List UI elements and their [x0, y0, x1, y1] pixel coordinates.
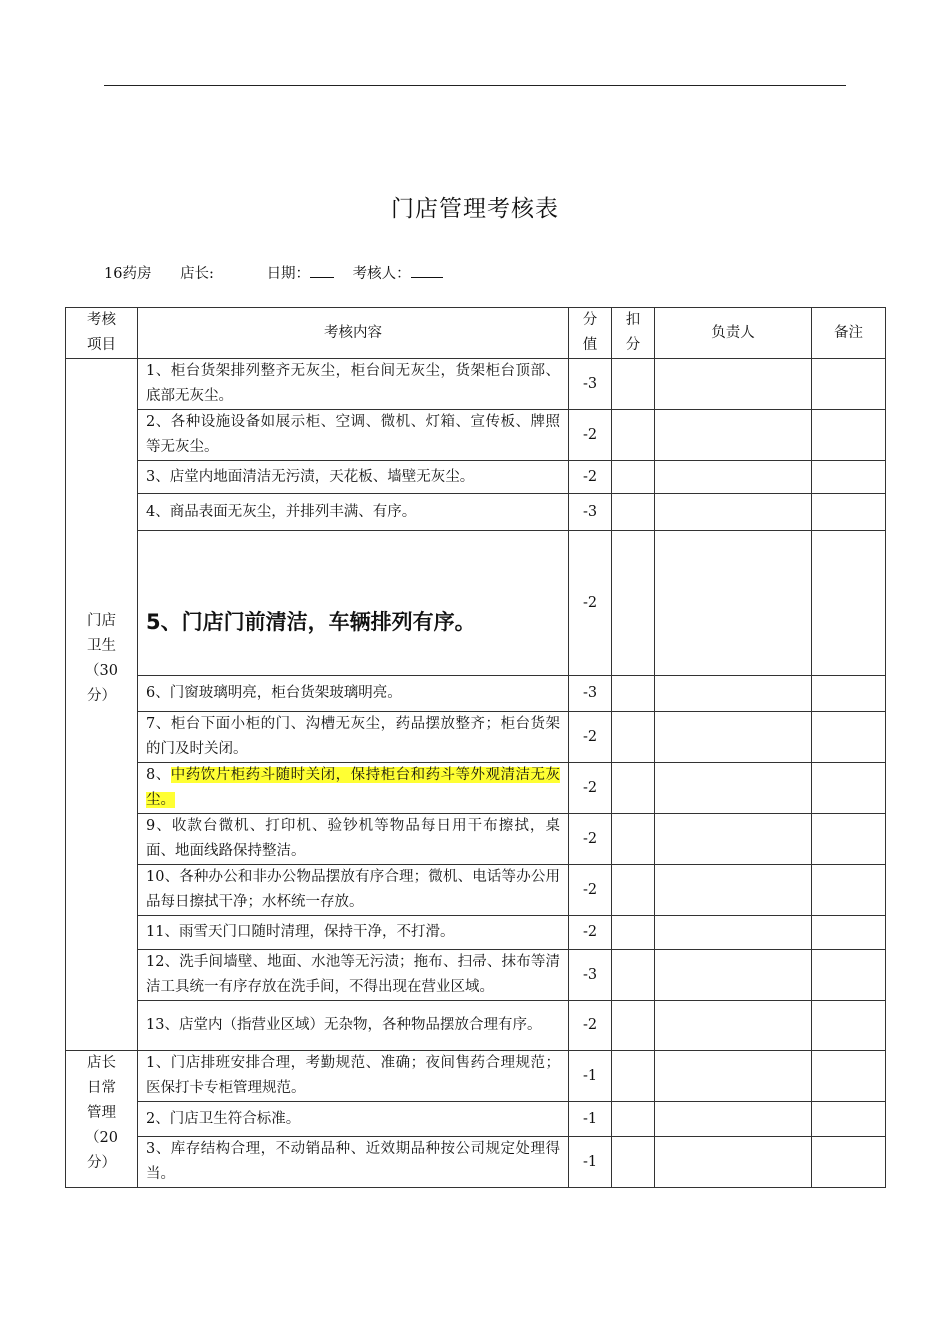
row-content: 13、店堂内（指营业区域）无杂物，各种物品摆放合理有序。 [138, 1001, 569, 1051]
row-score: -1 [569, 1051, 612, 1102]
row-deduct-cell[interactable] [612, 676, 655, 712]
row-score: -2 [569, 1001, 612, 1051]
row-owner-cell[interactable] [655, 531, 812, 676]
row-deduct-cell[interactable] [612, 1001, 655, 1051]
row-content: 9、收款台微机、打印机、验钞机等物品每日用干布擦拭，桌面、地面线路保持整洁。 [138, 814, 569, 865]
row-deduct-cell[interactable] [612, 410, 655, 461]
examiner-label: 考核人： [352, 266, 411, 282]
row-content: 3、店堂内地面清洁无污渍，天花板、墙壁无灰尘。 [138, 461, 569, 494]
row-owner-cell[interactable] [655, 950, 812, 1001]
table-row [66, 461, 886, 494]
row-owner-cell[interactable] [655, 763, 812, 814]
table-row [66, 1051, 886, 1102]
row-owner-cell[interactable] [655, 916, 812, 950]
row-content: 3、库存结构合理，不动销品种、近效期品种按公司规定处理得当。 [138, 1137, 569, 1188]
row-note-cell[interactable] [812, 865, 886, 916]
row-score: -3 [569, 950, 612, 1001]
row-owner-cell[interactable] [655, 461, 812, 494]
row-owner-cell[interactable] [655, 676, 812, 712]
header-item: 考核 项目 [66, 308, 138, 359]
row-deduct-cell[interactable] [612, 950, 655, 1001]
header-note: 备注 [812, 308, 886, 359]
row-score: -2 [569, 461, 612, 494]
row-score: -2 [569, 531, 612, 676]
row-deduct-cell[interactable] [612, 461, 655, 494]
table-row [66, 865, 886, 916]
row-content: 2、各种设施设备如展示柜、空调、微机、灯箱、宣传板、牌照等无灰尘。 [138, 410, 569, 461]
row-score: -3 [569, 359, 612, 410]
row-content-large: 5、门店门前清洁，车辆排列有序。 [138, 531, 569, 676]
group-label-hygiene: 门店 卫生 （30 分） [66, 359, 138, 1051]
row-owner-cell[interactable] [655, 410, 812, 461]
row-note-cell[interactable] [812, 814, 886, 865]
row-score: -2 [569, 410, 612, 461]
manager-label: 店长: [180, 266, 214, 282]
row-deduct-cell[interactable] [612, 531, 655, 676]
row-owner-cell[interactable] [655, 712, 812, 763]
table-row [66, 712, 886, 763]
table-row [66, 531, 886, 676]
row-deduct-cell[interactable] [612, 763, 655, 814]
highlighted-text: 中药饮片柜药斗随时关闭，保持柜台和药斗等外观清洁无灰尘。 [146, 767, 560, 808]
table-row [66, 1137, 886, 1188]
row-owner-cell[interactable] [655, 359, 812, 410]
row-content-highlighted: 8、中药饮片柜药斗随时关闭，保持柜台和药斗等外观清洁无灰尘。 [138, 763, 569, 814]
row-content: 12、洗手间墙壁、地面、水池等无污渍；拖布、扫帚、抹布等清洁工具统一有序存放在洗手间，不得出现在营业区域。 [138, 950, 569, 1001]
table-row [66, 359, 886, 410]
row-content: 1、门店排班安排合理，考勤规范、准确；夜间售药合理规范；医保打卡专柜管理规范。 [138, 1051, 569, 1102]
row-score: -2 [569, 814, 612, 865]
row-owner-cell[interactable] [655, 1051, 812, 1102]
row-note-cell[interactable] [812, 1102, 886, 1137]
row-content: 11、雨雪天门口随时清理，保持干净，不打滑。 [138, 916, 569, 950]
row-note-cell[interactable] [812, 1051, 886, 1102]
row-owner-cell[interactable] [655, 814, 812, 865]
row-owner-cell[interactable] [655, 1137, 812, 1188]
row-note-cell[interactable] [812, 712, 886, 763]
table-row [66, 950, 886, 1001]
row-note-cell[interactable] [812, 1137, 886, 1188]
table-row [66, 494, 886, 531]
row-score: -3 [569, 676, 612, 712]
row-owner-cell[interactable] [655, 1001, 812, 1051]
table-row [66, 1001, 886, 1051]
row-score: -2 [569, 712, 612, 763]
row-score: -3 [569, 494, 612, 531]
row-content: 10、各种办公和非办公物品摆放有序合理；微机、电话等办公用品每日擦拭干净；水杯统一存放。 [138, 865, 569, 916]
header-content: 考核内容 [138, 308, 569, 359]
row-note-cell[interactable] [812, 494, 886, 531]
row-note-cell[interactable] [812, 359, 886, 410]
table-row [66, 410, 886, 461]
table-row [66, 763, 886, 814]
row-deduct-cell[interactable] [612, 814, 655, 865]
table-row [66, 814, 886, 865]
row-deduct-cell[interactable] [612, 916, 655, 950]
examiner-blank[interactable] [411, 263, 443, 278]
row-deduct-cell[interactable] [612, 359, 655, 410]
header-row [66, 308, 886, 359]
row-note-cell[interactable] [812, 461, 886, 494]
row-content: 6、门窗玻璃明亮，柜台货架玻璃明亮。 [138, 676, 569, 712]
row-score: -1 [569, 1137, 612, 1188]
row-note-cell[interactable] [812, 1001, 886, 1051]
row-deduct-cell[interactable] [612, 494, 655, 531]
row-score: -1 [569, 1102, 612, 1137]
row-score: -2 [569, 865, 612, 916]
store-name: 16药房 [104, 266, 152, 282]
row-owner-cell[interactable] [655, 494, 812, 531]
group-label-management: 店长 日常 管理 （20 分） [66, 1051, 138, 1188]
row-note-cell[interactable] [812, 763, 886, 814]
page-title: 门店管理考核表 [391, 196, 559, 222]
header-deduct: 扣 分 [612, 308, 655, 359]
table-row [66, 1102, 886, 1137]
header-rule [104, 85, 846, 86]
row-score: -2 [569, 916, 612, 950]
date-blank[interactable] [310, 263, 334, 278]
row-content: 1、柜台货架排列整齐无灰尘，柜台间无灰尘，货架柜台顶部、底部无灰尘。 [138, 359, 569, 410]
table-row [66, 916, 886, 950]
row-content: 7、柜台下面小柜的门、沟槽无灰尘，药品摆放整齐；柜台货架的门及时关闭。 [138, 712, 569, 763]
meta-line [104, 262, 443, 283]
row-content: 4、商品表面无灰尘，并排列丰满、有序。 [138, 494, 569, 531]
row-note-cell[interactable] [812, 410, 886, 461]
row-content: 2、门店卫生符合标准。 [138, 1102, 569, 1137]
row-note-cell[interactable] [812, 531, 886, 676]
assessment-table [65, 307, 886, 1188]
row-score: -2 [569, 763, 612, 814]
row-owner-cell[interactable] [655, 1102, 812, 1137]
table-row [66, 676, 886, 712]
row-note-cell[interactable] [812, 676, 886, 712]
row-owner-cell[interactable] [655, 865, 812, 916]
row-deduct-cell[interactable] [612, 1051, 655, 1102]
row-deduct-cell[interactable] [612, 1102, 655, 1137]
header-owner: 负责人 [655, 308, 812, 359]
row-deduct-cell[interactable] [612, 712, 655, 763]
row-note-cell[interactable] [812, 950, 886, 1001]
row-note-cell[interactable] [812, 916, 886, 950]
row-deduct-cell[interactable] [612, 865, 655, 916]
row-deduct-cell[interactable] [612, 1137, 655, 1188]
date-label: 日期： [266, 266, 311, 282]
header-score: 分 值 [569, 308, 612, 359]
